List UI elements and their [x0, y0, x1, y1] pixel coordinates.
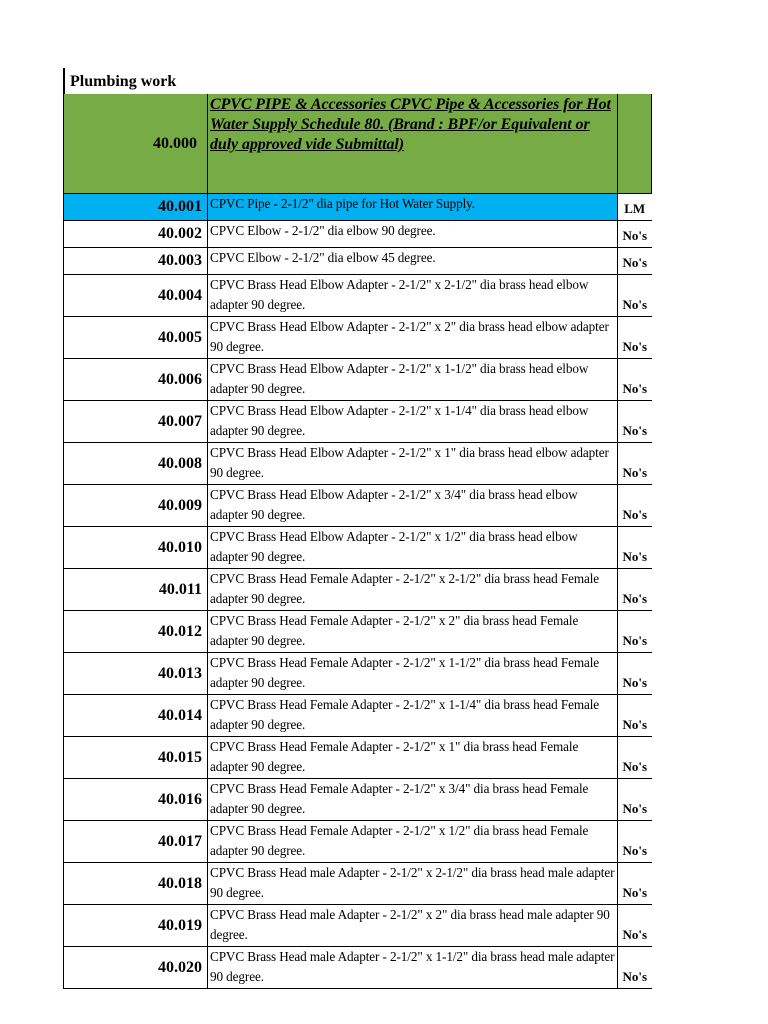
item-code[interactable]: 40.009 — [64, 485, 208, 527]
item-code[interactable]: 40.001 — [64, 194, 208, 221]
item-code[interactable]: 40.018 — [64, 863, 208, 905]
category-code — [64, 94, 208, 194]
item-unit[interactable]: No's — [618, 275, 652, 317]
boq-table — [63, 94, 652, 989]
item-code[interactable]: 40.002 — [64, 221, 208, 248]
item-description[interactable]: CPVC Brass Head Elbow Adapter - 2-1/2" x 2-1/2" dia brass head elbow adapter 90 degree. — [208, 275, 618, 317]
item-unit[interactable]: No's — [618, 905, 652, 947]
item-description[interactable]: CPVC Brass Head Female Adapter - 2-1/2" x 3/4" dia brass head Female adapter 90 degree. — [208, 779, 618, 821]
table-row[interactable] — [64, 401, 652, 443]
table-row[interactable] — [64, 821, 652, 863]
item-code[interactable]: 40.007 — [64, 401, 208, 443]
item-description[interactable]: CPVC Brass Head Female Adapter - 2-1/2" x 1" dia brass head Female adapter 90 degree. — [208, 737, 618, 779]
item-code[interactable]: 40.010 — [64, 527, 208, 569]
item-description[interactable]: CPVC Brass Head Elbow Adapter - 2-1/2" x 3/4" dia brass head elbow adapter 90 degree. — [208, 485, 618, 527]
item-unit[interactable]: No's — [618, 737, 652, 779]
table-row[interactable] — [64, 221, 652, 248]
table-row[interactable] — [64, 194, 652, 221]
item-unit[interactable]: No's — [618, 863, 652, 905]
table-row[interactable] — [64, 653, 652, 695]
item-code[interactable]: 40.006 — [64, 359, 208, 401]
item-description[interactable]: CPVC Brass Head Elbow Adapter - 2-1/2" x 2" dia brass head elbow adapter 90 degree. — [208, 317, 618, 359]
item-description[interactable]: CPVC Brass Head Elbow Adapter - 2-1/2" x 1-1/2" dia brass head elbow adapter 90 degree. — [208, 359, 618, 401]
table-row[interactable] — [64, 779, 652, 821]
section-title: Plumbing work — [63, 68, 651, 94]
item-description[interactable]: CPVC Brass Head Elbow Adapter - 2-1/2" x 1/2" dia brass head elbow adapter 90 degree. — [208, 527, 618, 569]
table-row[interactable] — [64, 443, 652, 485]
item-unit[interactable]: No's — [618, 569, 652, 611]
item-unit[interactable]: No's — [618, 443, 652, 485]
item-unit[interactable]: No's — [618, 779, 652, 821]
item-unit[interactable]: No's — [618, 401, 652, 443]
item-unit[interactable]: No's — [618, 527, 652, 569]
category-unit-cell — [618, 94, 652, 194]
item-unit[interactable]: No's — [618, 221, 652, 248]
item-description[interactable]: CPVC Brass Head male Adapter - 2-1/2" x 2-1/2" dia brass head male adapter 90 degree. — [208, 863, 618, 905]
item-code[interactable]: 40.015 — [64, 737, 208, 779]
item-code[interactable]: 40.017 — [64, 821, 208, 863]
item-code[interactable]: 40.004 — [64, 275, 208, 317]
item-unit[interactable]: No's — [618, 653, 652, 695]
item-description[interactable]: CPVC Brass Head Elbow Adapter - 2-1/2" x 1" dia brass head elbow adapter 90 degree. — [208, 443, 618, 485]
table-row[interactable] — [64, 569, 652, 611]
item-unit[interactable]: No's — [618, 248, 652, 275]
item-unit[interactable]: LM — [618, 194, 652, 221]
item-unit[interactable]: No's — [618, 317, 652, 359]
table-row[interactable] — [64, 737, 652, 779]
table-row[interactable] — [64, 248, 652, 275]
table-row[interactable] — [64, 275, 652, 317]
table-row[interactable] — [64, 527, 652, 569]
item-code[interactable]: 40.012 — [64, 611, 208, 653]
item-description[interactable]: CPVC Elbow - 2-1/2" dia elbow 90 degree. — [208, 221, 618, 248]
item-description[interactable]: CPVC Brass Head male Adapter - 2-1/2" x 2" dia brass head male adapter 90 degree. — [208, 905, 618, 947]
item-code[interactable]: 40.019 — [64, 905, 208, 947]
item-unit[interactable]: No's — [618, 695, 652, 737]
item-code[interactable]: 40.008 — [64, 443, 208, 485]
item-description[interactable]: CPVC Brass Head Female Adapter - 2-1/2" x 2-1/2" dia brass head Female adapter 90 degree. — [208, 569, 618, 611]
item-description[interactable]: CPVC Brass Head Female Adapter - 2-1/2" x 1-1/4" dia brass head Female adapter 90 degree. — [208, 695, 618, 737]
item-unit[interactable]: No's — [618, 611, 652, 653]
table-row[interactable] — [64, 611, 652, 653]
item-code[interactable]: 40.013 — [64, 653, 208, 695]
item-description[interactable]: CPVC Elbow - 2-1/2" dia elbow 45 degree. — [208, 248, 618, 275]
item-description[interactable]: CPVC Brass Head male Adapter - 2-1/2" x 1-1/2" dia brass head male adapter 90 degree. — [208, 947, 618, 989]
table-row[interactable] — [64, 317, 652, 359]
item-code[interactable]: 40.011 — [64, 569, 208, 611]
item-code[interactable]: 40.003 — [64, 248, 208, 275]
category-code-text: 40.000 — [153, 134, 197, 152]
category-description: CPVC PIPE & Accessories CPVC Pipe & Accessories for Hot Water Supply Schedule 80. (Brand : BPF/or Equivalent or duly approved vide Submittal) — [208, 94, 618, 194]
item-unit[interactable]: No's — [618, 821, 652, 863]
table-row[interactable] — [64, 905, 652, 947]
table-row[interactable] — [64, 863, 652, 905]
table-row[interactable] — [64, 947, 652, 989]
item-description[interactable]: CPVC Pipe - 2-1/2" dia pipe for Hot Water Supply. — [208, 194, 618, 221]
spreadsheet — [63, 68, 651, 989]
item-unit[interactable]: No's — [618, 947, 652, 989]
item-description[interactable]: CPVC Brass Head Female Adapter - 2-1/2" x 2" dia brass head Female adapter 90 degree. — [208, 611, 618, 653]
item-code[interactable]: 40.016 — [64, 779, 208, 821]
table-row[interactable] — [64, 695, 652, 737]
table-row[interactable] — [64, 359, 652, 401]
item-unit[interactable]: No's — [618, 485, 652, 527]
item-code[interactable]: 40.014 — [64, 695, 208, 737]
item-description[interactable]: CPVC Brass Head Female Adapter - 2-1/2" x 1/2" dia brass head Female adapter 90 degree. — [208, 821, 618, 863]
item-description[interactable]: CPVC Brass Head Female Adapter - 2-1/2" x 1-1/2" dia brass head Female adapter 90 degree. — [208, 653, 618, 695]
item-description[interactable]: CPVC Brass Head Elbow Adapter - 2-1/2" x 1-1/4" dia brass head elbow adapter 90 degree. — [208, 401, 618, 443]
category-header-row — [64, 94, 652, 194]
table-row[interactable] — [64, 485, 652, 527]
item-code[interactable]: 40.005 — [64, 317, 208, 359]
item-code[interactable]: 40.020 — [64, 947, 208, 989]
item-unit[interactable]: No's — [618, 359, 652, 401]
